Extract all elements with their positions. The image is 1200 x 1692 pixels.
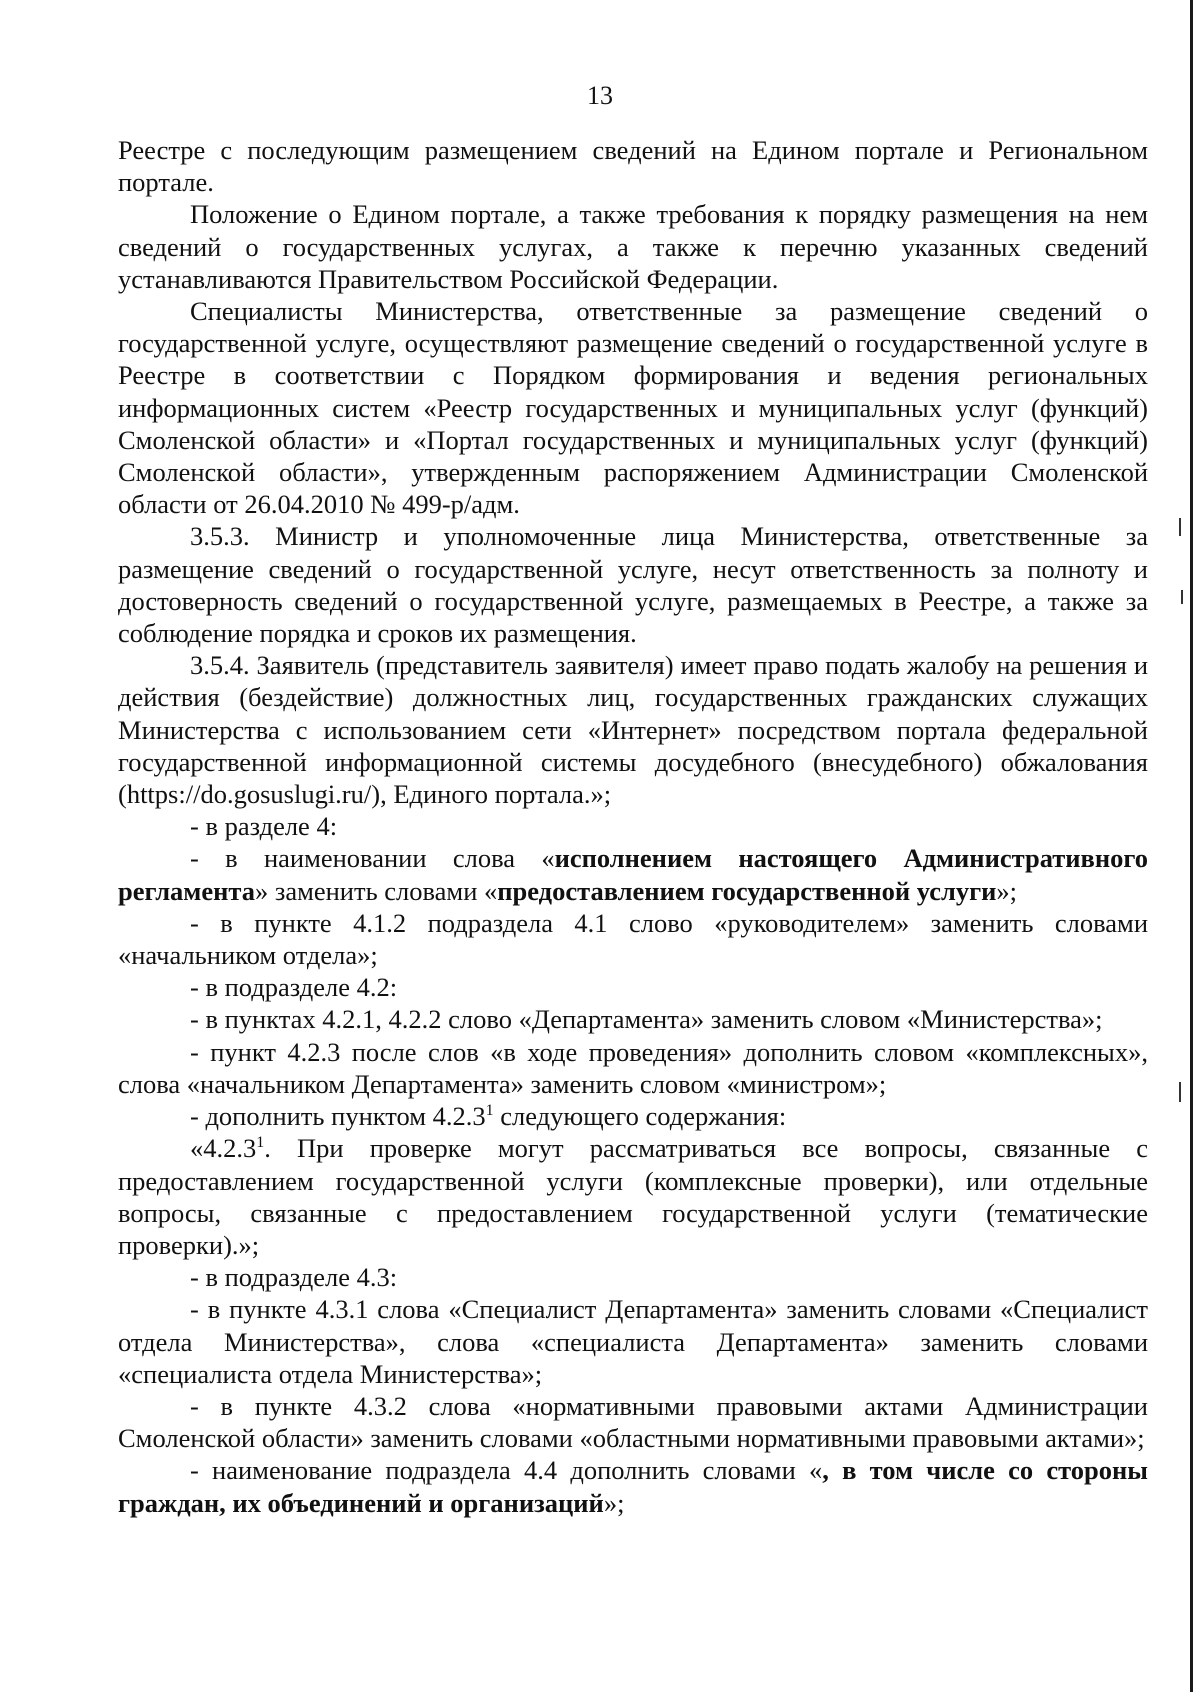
- text-segment: - в пункте 4.3.2 слова «нормативными правовыми актами Администрации Смоленской области» заменить словами «областными нормативными правовыми актами»;: [118, 1390, 1148, 1454]
- text-segment: . При проверке могут рассматриваться все вопросы, связанные с предоставлением государственной услуги (комплексные проверки), или отдельные вопросы, связанные с предоставлением государственной услуги (тематические проверки).»;: [118, 1133, 1148, 1260]
- text-segment: »;: [603, 1487, 625, 1518]
- text-segment: следующего содержания:: [493, 1101, 787, 1132]
- paragraph: [118, 907, 1148, 971]
- text-segment: - в пункте 4.3.1 слова «Специалист Департамента» заменить словами «Специалист отдела Министерства», слова «специалиста Департамента» заменить словами «специалиста отдела Министерства»;: [118, 1294, 1148, 1389]
- text-segment: - в разделе 4:: [190, 811, 338, 842]
- superscript: 1: [256, 1134, 265, 1152]
- paragraph: [118, 649, 1148, 810]
- text-segment: - в пункте 4.1.2 подраздела 4.1 слово «руководителем» заменить словами «начальником отдела»;: [118, 907, 1148, 971]
- scan-artifact: [1179, 518, 1181, 536]
- paragraph: [118, 198, 1148, 295]
- superscript: 1: [485, 1102, 494, 1120]
- paragraph: [118, 1454, 1148, 1518]
- paragraph: [118, 1390, 1148, 1454]
- text-segment: - пункт 4.2.3 после слов «в ходе проведения» дополнить словом «комплексных», слова «начальником Департамента» заменить словом «министром»;: [118, 1036, 1148, 1099]
- paragraph: [118, 1261, 1148, 1293]
- paragraph: [118, 134, 1148, 198]
- paragraph: [118, 1036, 1148, 1100]
- bold-text: исполнением настоящего Административного регламента: [118, 843, 1148, 906]
- text-segment: 3.5.4. Заявитель (представитель заявителя) имеет право подать жалобу на решения и действия (бездействие) должностных лиц, государственных гражданских служащих Министерства с использованием сети «Интернет» посредством портала федеральной государственной информационной системы досудебного (внесудебного) обжалования (https://do.gosuslugi.ru/), Единого портала.»;: [118, 650, 1148, 810]
- text-segment: »;: [996, 875, 1018, 906]
- paragraph: [118, 971, 1148, 1003]
- text-segment: » заменить словами «: [254, 875, 498, 906]
- page-number: 13: [587, 81, 613, 110]
- paragraph: [118, 810, 1148, 842]
- bold-text: предоставлением государственной услуги: [497, 875, 997, 906]
- paragraph: [118, 1293, 1148, 1390]
- text-segment: Специалисты Министерства, ответственные за размещение сведений о государственной услуге, осуществляют размещение сведений о государственной услуге в Реестре в соответствии с Порядком формирования и ведения региональных информационных систем «Реестр государственных и муниципальных услуг (функций) Смоленской области» и «Портал государственных и муниципальных услуг (функций) Смоленской области», утвержденным распоряжением Администрации Смоленской области от 26.04.2010 № 499-р/адм.: [118, 296, 1148, 520]
- paragraph: [118, 520, 1148, 649]
- scan-artifact: [1181, 590, 1183, 604]
- scan-page-edge: [1190, 0, 1193, 1692]
- scan-artifact: [1179, 1082, 1181, 1102]
- text-segment: Положение о Едином портале, а также требования к порядку размещения на нем сведений о государственных услугах, а также к перечню указанных сведений устанавливаются Правительством Российской Федерации.: [118, 199, 1148, 294]
- text-segment: - в пунктах 4.2.1, 4.2.2 слово «Департамента» заменить словом «Министерства»;: [190, 1004, 1103, 1035]
- paragraph: [118, 1003, 1148, 1035]
- text-segment: Реестре с последующим размещением сведений на Едином портале и Региональном портале.: [118, 135, 1148, 198]
- paragraph: [118, 295, 1148, 520]
- text-segment: - наименование подраздела 4.4 дополнить словами «: [190, 1455, 823, 1486]
- paragraph: [118, 842, 1148, 906]
- document-text: [118, 134, 1148, 1519]
- text-segment: - в наименовании слова «: [190, 843, 555, 874]
- text-segment: - дополнить пунктом 4.2.3: [190, 1101, 486, 1132]
- text-segment: 3.5.3. Министр и уполномоченные лица Министерства, ответственные за размещение сведений о государственной услуге, несут ответственность за полноту и достоверность сведений о государственной услуге, размещаемых в Реестре, а также за соблюдение порядка и сроков их размещения.: [118, 521, 1148, 649]
- paragraph: [118, 1132, 1148, 1261]
- text-segment: - в подразделе 4.3:: [190, 1262, 398, 1293]
- text-segment: «4.2.3: [190, 1133, 257, 1164]
- bold-text: , в том числе со стороны граждан, их объединений и организаций: [118, 1455, 1148, 1518]
- text-segment: - в подразделе 4.2:: [190, 972, 398, 1003]
- paragraph: [118, 1100, 1148, 1132]
